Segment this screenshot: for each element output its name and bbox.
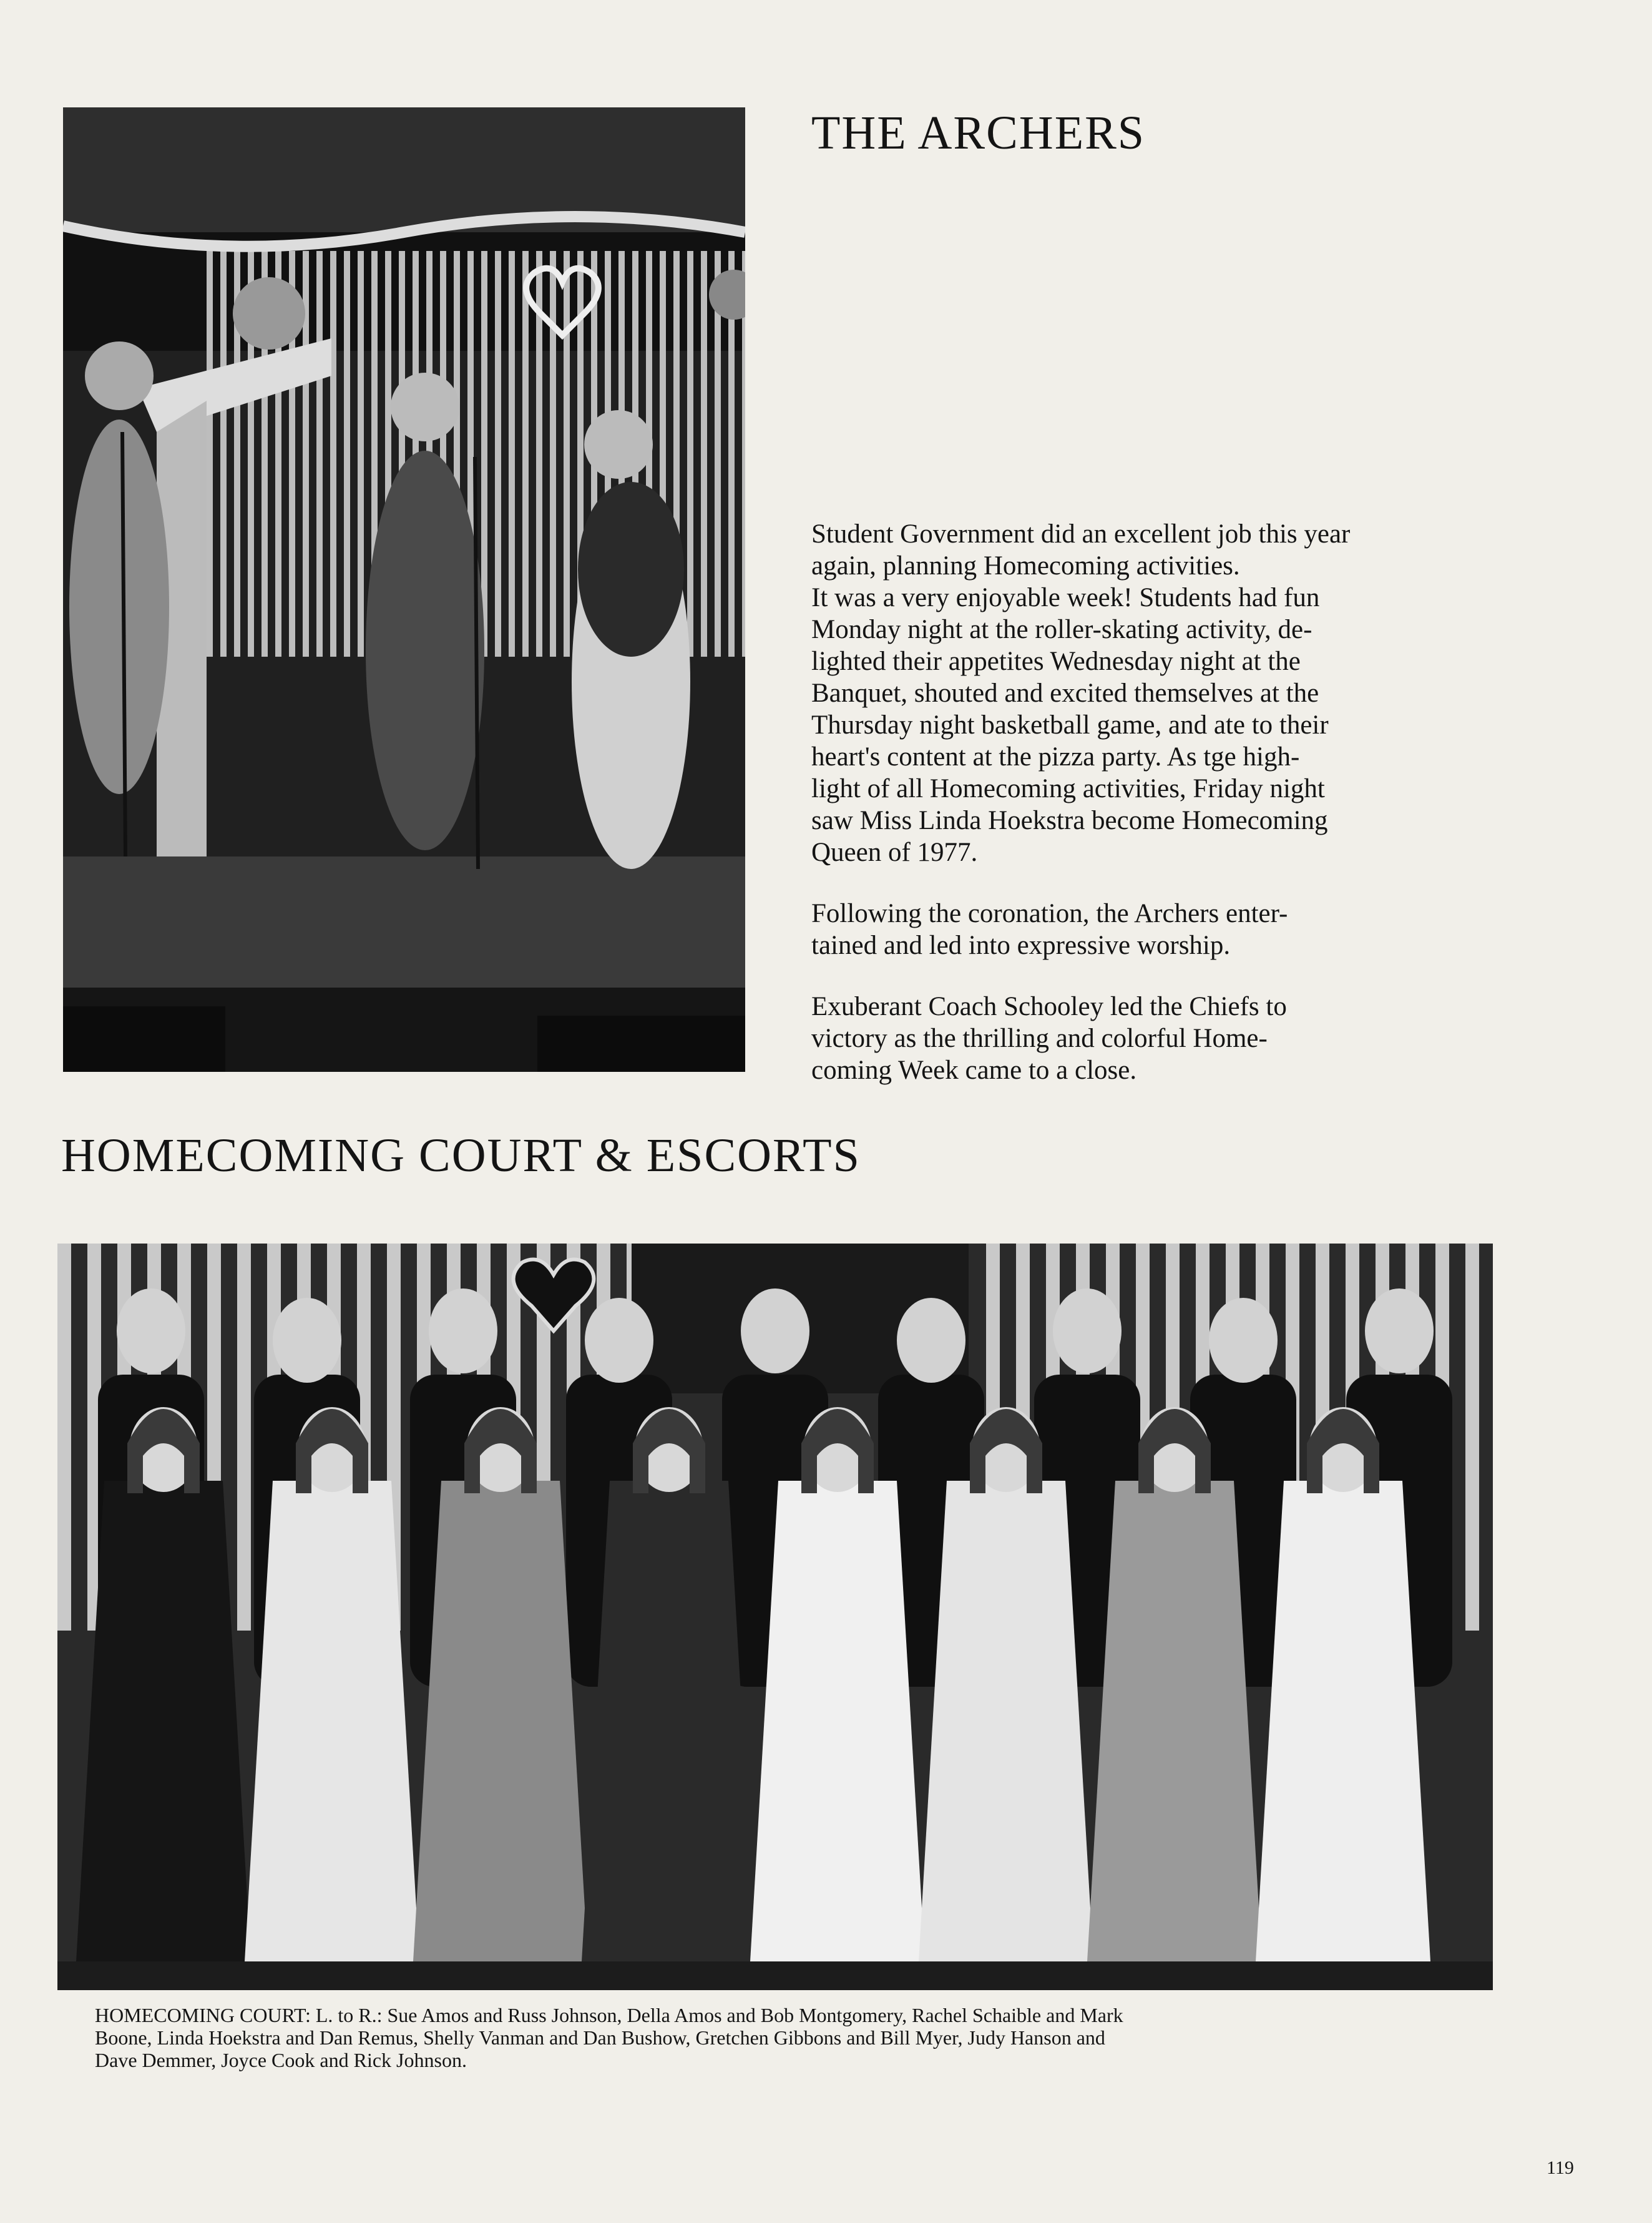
caption-line: Boone, Linda Hoekstra and Dan Remus, Shelly Vanman and Dan Bushow, Gretchen Gibbons and Bill Myer, Judy Hanson and	[95, 2026, 1105, 2049]
text-line: Banquet, shouted and excited themselves at the	[811, 679, 1319, 708]
text-line: heart's content at the pizza party. As tge high-	[811, 742, 1300, 772]
text-line: Thursday night basketball game, and ate to their	[811, 710, 1329, 740]
text-line: tained and led into expressive worship.	[811, 931, 1231, 960]
text-line: Following the coronation, the Archers enter-	[811, 899, 1288, 928]
text-line: victory as the thrilling and colorful Home-	[811, 1024, 1268, 1053]
archers-stage-photo	[63, 107, 745, 1072]
caption-line: Dave Demmer, Joyce Cook and Rick Johnson.	[95, 2049, 467, 2071]
text-line: lighted their appetites Wednesday night at the	[811, 647, 1301, 676]
homecoming-court-illustration	[57, 1244, 1493, 1990]
archers-paragraph-1	[811, 518, 1523, 868]
archers-title: THE ARCHERS	[811, 107, 1146, 159]
homecoming-court-photo	[57, 1244, 1493, 1990]
text-line: Monday night at the roller-skating activity, de-	[811, 615, 1312, 644]
text-line: saw Miss Linda Hoekstra become Homecoming	[811, 806, 1328, 835]
text-line: light of all Homecoming activities, Friday night	[811, 774, 1325, 803]
text-line: Queen of 1977.	[811, 838, 978, 867]
caption-line: HOMECOMING COURT: L. to R.: Sue Amos and Russ Johnson, Della Amos and Bob Montgomery, Rachel Schaible and Mark	[95, 2004, 1123, 2026]
court-title: HOMECOMING COURT & ESCORTS	[61, 1129, 861, 1182]
archers-paragraph-3	[811, 991, 1523, 1086]
archers-paragraph-2	[811, 898, 1523, 961]
court-caption	[95, 2004, 1455, 2071]
text-line: coming Week came to a close.	[811, 1056, 1137, 1085]
page-number: 119	[1547, 2157, 1574, 2178]
archers-stage-illustration	[63, 107, 745, 1072]
text-line: Exuberant Coach Schooley led the Chiefs to	[811, 992, 1287, 1021]
text-line: again, planning Homecoming activities.	[811, 551, 1240, 581]
text-line: It was a very enjoyable week! Students had fun	[811, 583, 1320, 612]
text-line: Student Government did an excellent job this year	[811, 519, 1351, 549]
